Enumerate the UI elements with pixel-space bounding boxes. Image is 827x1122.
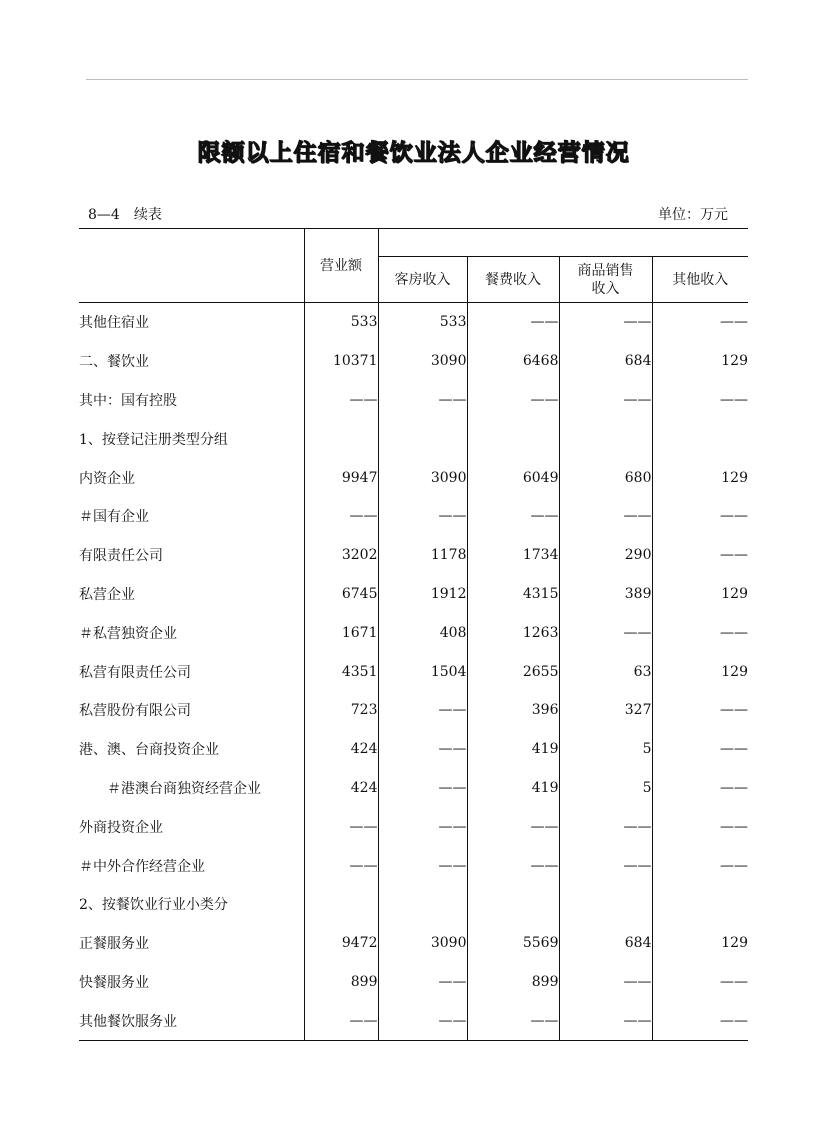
table-body	[79, 303, 748, 1041]
cell-revenue: ——	[304, 807, 378, 846]
cell-goods: 63	[559, 652, 652, 691]
cell-goods: 5	[559, 730, 652, 769]
cell-other: ——	[720, 547, 748, 564]
row-label: 正餐服务业	[79, 924, 304, 963]
row-label: ＃私营独资企业	[79, 613, 304, 652]
header-revenue: 营业额	[304, 229, 378, 303]
table-row	[79, 613, 748, 652]
page-title: 限额以上住宿和餐饮业法人企业经营情况	[197, 140, 630, 166]
table-row	[79, 963, 748, 1002]
row-label: 有限责任公司	[79, 536, 304, 575]
row-label: 二、餐饮业	[79, 342, 304, 381]
cell-other: 129	[721, 935, 748, 952]
table-row	[79, 652, 748, 691]
cell-food: 2655	[467, 652, 559, 691]
cell-other: ——	[720, 818, 748, 835]
table-row	[79, 807, 748, 846]
cell-goods: ——	[559, 963, 652, 1002]
cell-room: 408	[378, 613, 467, 652]
cell-goods: ——	[559, 303, 652, 342]
cell-food: 6468	[467, 342, 559, 381]
header-goods: 商品销售收入	[559, 257, 652, 303]
table-row	[79, 536, 748, 575]
cell-goods: 5	[559, 769, 652, 808]
statistics-table	[79, 228, 748, 1041]
cell-food: ——	[467, 1001, 559, 1040]
cell-goods: ——	[559, 807, 652, 846]
cell-food: 5569	[467, 924, 559, 963]
cell-goods: ——	[559, 1001, 652, 1040]
header-spacer	[378, 229, 748, 257]
cell-room: 3090	[378, 342, 467, 381]
cell-other: 129	[721, 585, 748, 602]
cell-revenue: 9947	[304, 458, 378, 497]
row-label: 快餐服务业	[79, 963, 304, 1002]
cell-room: ——	[378, 1001, 467, 1040]
cell-room: ——	[378, 846, 467, 885]
cell-revenue	[304, 885, 378, 924]
cell-food: ——	[467, 807, 559, 846]
table-row	[79, 575, 748, 614]
cell-room: ——	[378, 807, 467, 846]
cell-room: ——	[378, 691, 467, 730]
row-label: 其中：国有控股	[79, 381, 304, 420]
cell-food: 1263	[467, 613, 559, 652]
cell-other: ——	[720, 624, 748, 641]
table-row	[79, 419, 748, 458]
cell-food: 419	[467, 769, 559, 808]
cell-revenue: 424	[304, 769, 378, 808]
cell-other: 129	[721, 353, 748, 370]
cell-other: 129	[721, 469, 748, 486]
cell-revenue: 424	[304, 730, 378, 769]
table-row	[79, 497, 748, 536]
cell-other: ——	[720, 702, 748, 719]
cell-other: ——	[720, 857, 748, 874]
row-label: 2、按餐饮业行业小类分	[79, 885, 304, 924]
row-label: 其他住宿业	[79, 303, 304, 342]
cell-goods: 684	[559, 924, 652, 963]
cell-goods: 327	[559, 691, 652, 730]
table-row	[79, 769, 748, 808]
row-label: 私营股份有限公司	[79, 691, 304, 730]
cell-goods: 389	[559, 575, 652, 614]
cell-food: 4315	[467, 575, 559, 614]
cell-food: ——	[467, 497, 559, 536]
row-label: ＃港澳台商独资经营企业	[79, 769, 304, 808]
cell-revenue: 6745	[304, 575, 378, 614]
row-label: 私营有限责任公司	[79, 652, 304, 691]
cell-revenue: 10371	[304, 342, 378, 381]
table-row	[79, 1001, 748, 1040]
cell-goods: 290	[559, 536, 652, 575]
cell-goods: ——	[559, 846, 652, 885]
cell-food: 396	[467, 691, 559, 730]
cell-revenue: 3202	[304, 536, 378, 575]
cell-room	[378, 885, 467, 924]
cell-room: ——	[378, 730, 467, 769]
row-label: 外商投资企业	[79, 807, 304, 846]
cell-room: ——	[378, 497, 467, 536]
cell-food: ——	[467, 846, 559, 885]
table-row	[79, 342, 748, 381]
table-row	[79, 885, 748, 924]
cell-food: 1734	[467, 536, 559, 575]
cell-revenue: ——	[304, 497, 378, 536]
cell-food	[467, 885, 559, 924]
cell-other: ——	[720, 391, 748, 408]
table-row	[79, 924, 748, 963]
unit-label: 单位：万元	[658, 207, 728, 223]
cell-other: ——	[720, 741, 748, 758]
cell-room: ——	[378, 381, 467, 420]
cell-room	[378, 419, 467, 458]
cell-goods	[559, 419, 652, 458]
cell-goods	[559, 885, 652, 924]
cell-other: ——	[720, 314, 748, 331]
stub-header	[79, 229, 304, 303]
cell-other: ——	[720, 779, 748, 796]
cell-room: 1912	[378, 575, 467, 614]
table-id: 8—4 续表	[88, 207, 162, 223]
cell-room: ——	[378, 769, 467, 808]
cell-other	[652, 885, 748, 924]
cell-food: 899	[467, 963, 559, 1002]
cell-revenue: 723	[304, 691, 378, 730]
row-label: 1、按登记注册类型分组	[79, 419, 304, 458]
row-label: 内资企业	[79, 458, 304, 497]
table-row	[79, 730, 748, 769]
cell-other: ——	[720, 1012, 748, 1029]
cell-food	[467, 419, 559, 458]
table-row	[79, 381, 748, 420]
cell-goods: ——	[559, 381, 652, 420]
top-rule	[86, 79, 748, 80]
cell-other: 129	[721, 663, 748, 680]
cell-revenue: 9472	[304, 924, 378, 963]
table-row	[79, 691, 748, 730]
table-row	[79, 846, 748, 885]
cell-room: ——	[378, 963, 467, 1002]
cell-revenue: ——	[304, 846, 378, 885]
header-room: 客房收入	[378, 257, 467, 303]
table-row	[79, 303, 748, 342]
cell-room: 1504	[378, 652, 467, 691]
cell-room: 533	[378, 303, 467, 342]
cell-food: 6049	[467, 458, 559, 497]
cell-goods: ——	[559, 613, 652, 652]
cell-revenue: 4351	[304, 652, 378, 691]
cell-food: ——	[467, 381, 559, 420]
cell-food: 419	[467, 730, 559, 769]
cell-room: 3090	[378, 458, 467, 497]
cell-goods: ——	[559, 497, 652, 536]
cell-goods: 680	[559, 458, 652, 497]
cell-revenue: 899	[304, 963, 378, 1002]
cell-room: 1178	[378, 536, 467, 575]
table-row	[79, 458, 748, 497]
cell-goods: 684	[559, 342, 652, 381]
cell-other	[652, 419, 748, 458]
header-other: 其他收入	[652, 257, 748, 303]
cell-room: 3090	[378, 924, 467, 963]
cell-revenue: ——	[304, 1001, 378, 1040]
row-label: 私营企业	[79, 575, 304, 614]
cell-revenue: ——	[304, 381, 378, 420]
row-label: ＃国有企业	[79, 497, 304, 536]
row-label: ＃中外合作经营企业	[79, 846, 304, 885]
cell-revenue: 533	[304, 303, 378, 342]
cell-food: ——	[467, 303, 559, 342]
header-food: 餐费收入	[467, 257, 559, 303]
cell-revenue: 1671	[304, 613, 378, 652]
cell-other: ——	[720, 973, 748, 990]
row-label: 其他餐饮服务业	[79, 1001, 304, 1040]
cell-revenue	[304, 419, 378, 458]
cell-other: ——	[720, 508, 748, 525]
row-label: 港、澳、台商投资企业	[79, 730, 304, 769]
